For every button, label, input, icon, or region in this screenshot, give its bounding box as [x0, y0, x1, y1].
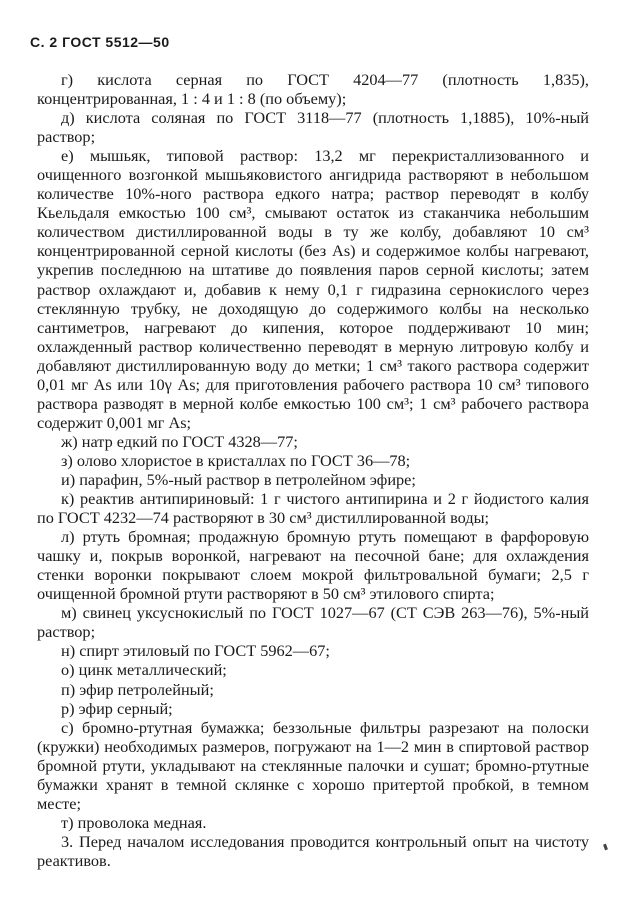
item-d: д) кислота соляная по ГОСТ 3118—77 (плотность 1,1885), 10%-ный раствор;	[37, 108, 589, 147]
item-z: з) олово хлористое в кристаллах по ГОСТ 36—78;	[61, 450, 411, 470]
page-header: С. 2 ГОСТ 5512—50	[30, 34, 170, 50]
item-t: т) проволока медная.	[61, 812, 207, 832]
section-3: 3. Перед началом исследования проводится контрольный опыт на чистоту реактивов.	[37, 831, 589, 870]
scan-speck	[603, 844, 608, 851]
item-o: о) цинк металлический;	[61, 660, 227, 680]
item-i: и) парафин, 5%-ный раствор в петролейном эфире;	[61, 469, 416, 489]
item-s: с) бромно-ртутная бумажка; беззольные фильтры разрезают на полоски (кружки) необходимых размеров, погружают на 1—2 мин в спиртовой раствор бромной ртути, укладывают на стеклянные палочки и сушат; бромно-ртутные бумажки хранят в темной склянке с хорошо притертой пробкой, в темном месте;	[37, 717, 589, 813]
item-n: н) спирт этиловый по ГОСТ 5962—67;	[61, 641, 330, 661]
item-e: е) мышьяк, типовой раствор: 13,2 мг перекристаллизованного и очищенного возгонкой мышьяковистого ангидрида растворяют в небольшом количестве 10%-ного раствора едкого натра; раствор переводят в колбу Кьельдаля емкостью 100 см³, смывают остаток из стаканчика небольшим количеством дистиллированной воды в ту же колбу, добавляют 10 см³ концентрированной серной кислоты (без As) и содержимое колбы нагревают, укрепив последнюю на штативе до появления паров серной кислоты; затем раствор охлаждают и, добавив к нему 0,1 г гидразина сернокислого через стеклянную трубку, не доходящую до содержимого колбы на несколько сантиметров, нагревают до кипения, которое поддерживают 10 мин; охлажденный раствор количественно переводят в мерную литровую колбу и добавляют дистиллированную воду до метки; 1 см³ такого раствора содержит 0,01 мг As или 10γ As; для приготовления рабочего раствора 10 см³ типового раствора разводят в мерной колбе емкостью 100 см³; 1 см³ рабочего раствора содержит 0,001 мг As;	[37, 146, 589, 432]
item-g: г) кислота серная по ГОСТ 4204—77 (плотность 1,835), концентрированная, 1 : 4 и 1 : 8 (по объему);	[37, 70, 589, 109]
item-zh: ж) натр едкий по ГОСТ 4328—77;	[61, 431, 298, 451]
document-body	[37, 70, 589, 870]
item-r: р) эфир серный;	[61, 698, 173, 718]
item-m: м) свинец уксуснокислый по ГОСТ 1027—67 (СТ СЭВ 263—76), 5%-ный раствор;	[37, 603, 589, 642]
item-p: п) эфир петролейный;	[61, 679, 214, 699]
item-l: л) ртуть бромная; продажную бромную ртуть помещают в фарфоровую чашку и, покрыв воронкой, нагревают на песочной бане; для охлаждения стенки воронки покрывают слоем мокрой фильтровальной бумаги; 2,5 г очищенной бромной ртути растворяют в 50 см³ этилового спирта;	[37, 527, 589, 604]
item-k: к) реактив антипириновый: 1 г чистого антипирина и 2 г йодистого калия по ГОСТ 4232—74 растворяют в 30 см³ дистиллированной воды;	[37, 489, 589, 528]
